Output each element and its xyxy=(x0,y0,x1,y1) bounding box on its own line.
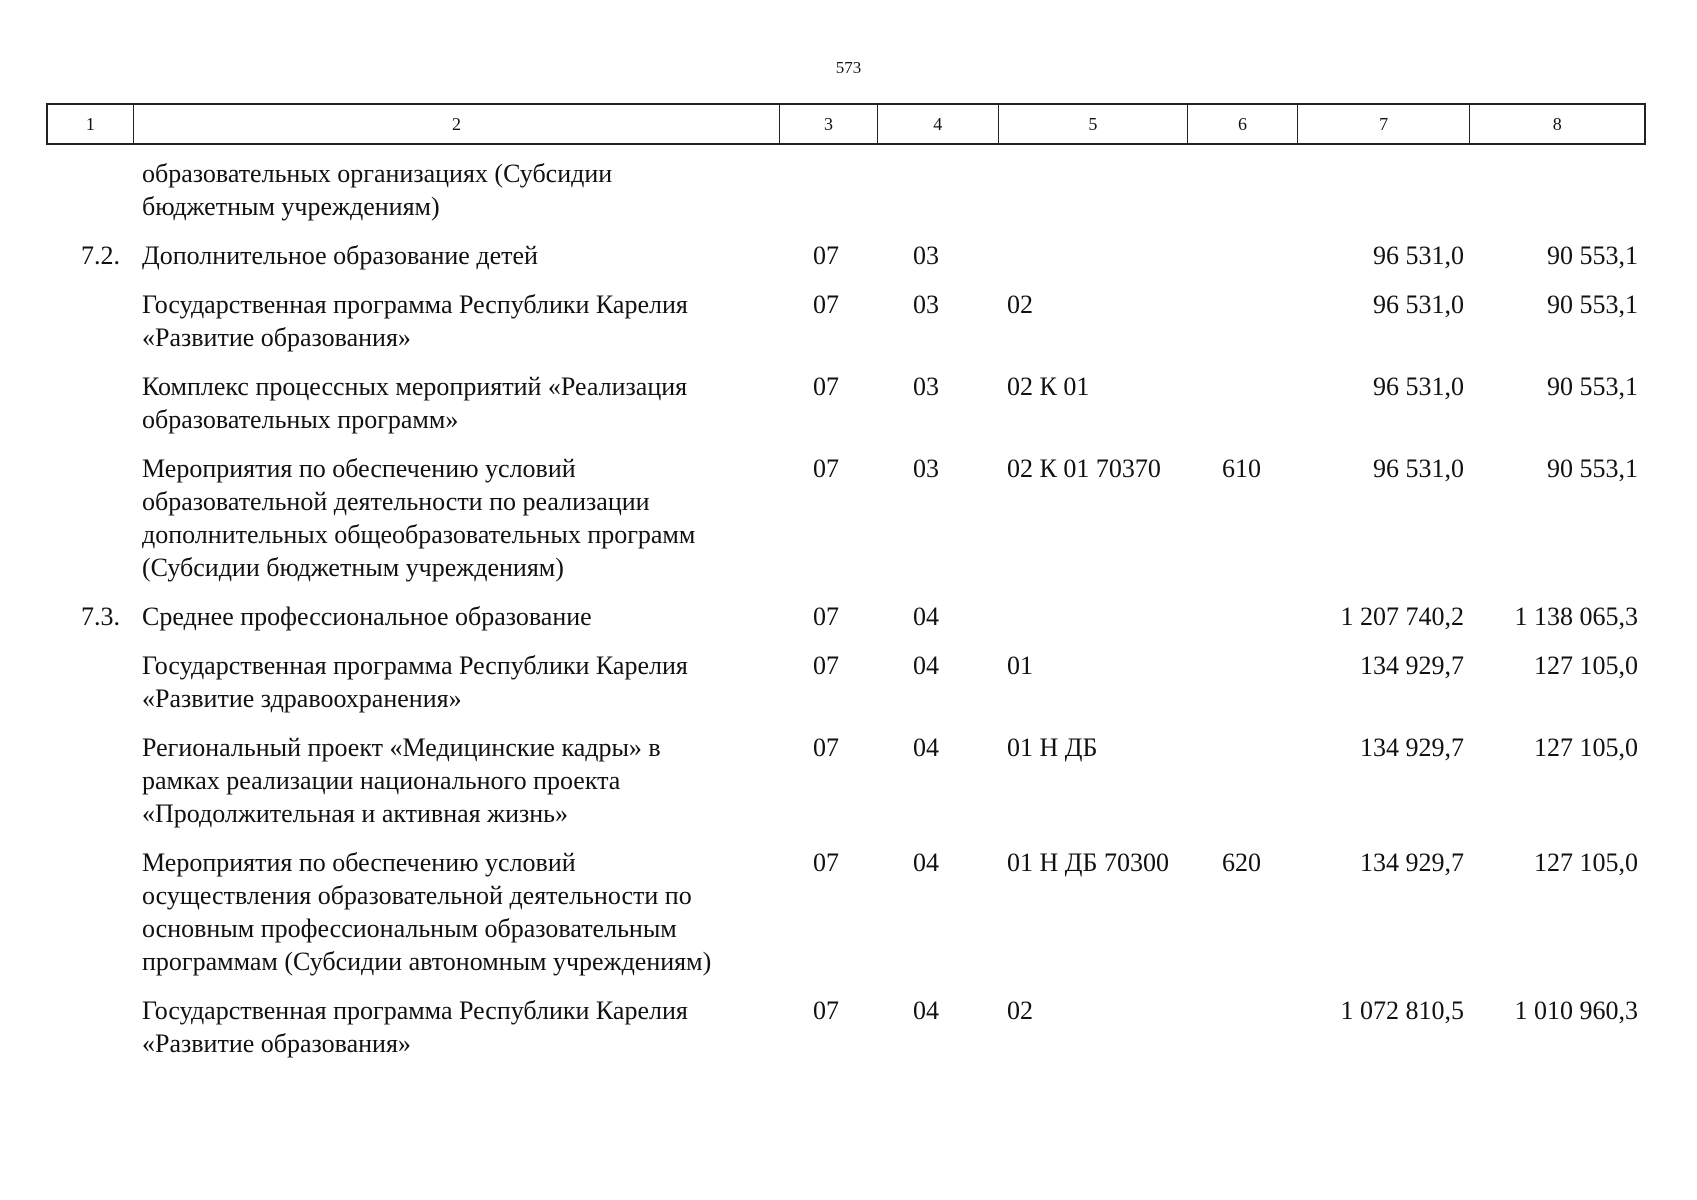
row-amount-col7: 96 531,0 xyxy=(1373,241,1464,270)
row-section: 07 xyxy=(813,372,839,401)
table-body xyxy=(46,145,1646,1060)
table-row xyxy=(46,452,1646,584)
row-section: 07 xyxy=(813,733,839,762)
row-expense-type xyxy=(1189,157,1299,223)
row-amount-col7: 134 929,7 xyxy=(1360,733,1464,762)
row-amount-col8: 1 010 960,3 xyxy=(1514,996,1638,1025)
row-expense-type xyxy=(1189,731,1299,830)
row-expense-type: 620 xyxy=(1222,848,1261,877)
page-number: 573 xyxy=(835,58,862,77)
row-target-article: 01 Н ДБ 70300 xyxy=(1007,848,1169,877)
row-subsection: 04 xyxy=(913,602,939,631)
row-amount-col8: 90 553,1 xyxy=(1547,241,1638,270)
row-amount-col7 xyxy=(1299,157,1472,223)
row-name: Региональный проект «Медицинские кадры» в рамках реализации национального проекта «Продолжительная и активная жизнь» xyxy=(142,733,661,828)
row-target-article: 02 xyxy=(1007,290,1033,319)
row-amount-col8: 90 553,1 xyxy=(1547,372,1638,401)
row-target-article: 02 К 01 70370 xyxy=(1007,454,1161,483)
row-amount-col7: 1 207 740,2 xyxy=(1340,602,1464,631)
header-col-1: 1 xyxy=(48,105,134,143)
row-subsection: 04 xyxy=(913,651,939,680)
table-row xyxy=(46,846,1646,978)
header-col-4: 4 xyxy=(878,105,999,143)
table-row xyxy=(46,649,1646,715)
row-section: 07 xyxy=(813,241,839,270)
table-row xyxy=(46,239,1646,272)
row-target-article: 01 xyxy=(1007,651,1033,680)
row-target-article xyxy=(999,239,1189,272)
row-section: 07 xyxy=(813,996,839,1025)
row-section: 07 xyxy=(813,290,839,319)
row-amount-col7: 96 531,0 xyxy=(1373,290,1464,319)
row-amount-col8: 1 138 065,3 xyxy=(1514,602,1638,631)
table-row xyxy=(46,157,1646,223)
row-number xyxy=(46,452,132,584)
table-row xyxy=(46,994,1646,1060)
row-name: Государственная программа Республики Карелия «Развитие образования» xyxy=(142,996,688,1058)
row-section: 07 xyxy=(813,651,839,680)
row-expense-type xyxy=(1189,288,1299,354)
row-name: образовательных организациях (Субсидии бюджетным учреждениям) xyxy=(142,159,613,221)
row-amount-col8: 90 553,1 xyxy=(1547,454,1638,483)
row-amount-col8 xyxy=(1472,157,1646,223)
row-name: Государственная программа Республики Карелия «Развитие образования» xyxy=(142,290,688,352)
row-number xyxy=(46,370,132,436)
row-amount-col7: 134 929,7 xyxy=(1360,651,1464,680)
row-name: Комплекс процессных мероприятий «Реализация образовательных программ» xyxy=(142,372,688,434)
row-subsection: 03 xyxy=(913,454,939,483)
header-col-7: 7 xyxy=(1298,105,1471,143)
row-amount-col7: 96 531,0 xyxy=(1373,372,1464,401)
row-amount-col7: 1 072 810,5 xyxy=(1340,996,1464,1025)
row-section: 07 xyxy=(813,602,839,631)
row-expense-type xyxy=(1189,239,1299,272)
row-number xyxy=(46,994,132,1060)
row-expense-type xyxy=(1189,994,1299,1060)
row-amount-col8: 127 105,0 xyxy=(1534,651,1638,680)
row-number xyxy=(46,846,132,978)
row-amount-col7: 134 929,7 xyxy=(1360,848,1464,877)
row-subsection: 03 xyxy=(913,372,939,401)
row-target-article: 02 xyxy=(1007,996,1033,1025)
row-subsection: 04 xyxy=(913,848,939,877)
table-header xyxy=(46,103,1646,145)
row-name: Дополнительное образование детей xyxy=(142,241,538,270)
row-expense-type xyxy=(1189,649,1299,715)
row-name: Мероприятия по обеспечению условий осуществления образовательной деятельности по основным профессиональным образовательным программам (Субсидии автономным учреждениям) xyxy=(142,848,712,976)
row-expense-type: 610 xyxy=(1222,454,1261,483)
row-subsection: 04 xyxy=(913,996,939,1025)
table-row xyxy=(46,288,1646,354)
row-target-article xyxy=(999,157,1189,223)
row-name: Среднее профессиональное образование xyxy=(142,602,592,631)
row-name: Мероприятия по обеспечению условий образовательной деятельности по реализации дополнительных общеобразовательных программ (Субсидии бюджетным учреждениям) xyxy=(142,454,696,582)
row-number xyxy=(46,649,132,715)
row-subsection: 03 xyxy=(913,290,939,319)
header-col-2: 2 xyxy=(134,105,780,143)
row-section: 07 xyxy=(813,848,839,877)
row-subsection xyxy=(878,157,999,223)
row-number xyxy=(46,288,132,354)
row-expense-type xyxy=(1189,370,1299,436)
budget-table xyxy=(46,103,1646,1076)
row-subsection: 04 xyxy=(913,733,939,762)
header-col-8: 8 xyxy=(1552,113,1562,134)
row-number: 7.3. xyxy=(81,602,120,631)
row-amount-col8: 127 105,0 xyxy=(1534,848,1638,877)
header-col-6: 6 xyxy=(1188,105,1298,143)
row-amount-col8: 90 553,1 xyxy=(1547,290,1638,319)
row-amount-col7: 96 531,0 xyxy=(1373,454,1464,483)
row-target-article: 02 К 01 xyxy=(1007,372,1090,401)
row-target-article xyxy=(999,600,1189,633)
row-section xyxy=(780,157,878,223)
header-col-5: 5 xyxy=(999,105,1189,143)
row-target-article: 01 Н ДБ xyxy=(1007,733,1098,762)
row-number: 7.2. xyxy=(81,241,120,270)
row-number xyxy=(46,731,132,830)
header-col-3: 3 xyxy=(780,105,878,143)
table-row xyxy=(46,600,1646,633)
table-row xyxy=(46,370,1646,436)
row-subsection: 03 xyxy=(913,241,939,270)
row-section: 07 xyxy=(813,454,839,483)
table-row xyxy=(46,731,1646,830)
row-amount-col8: 127 105,0 xyxy=(1534,733,1638,762)
row-expense-type xyxy=(1189,600,1299,633)
row-name: Государственная программа Республики Карелия «Развитие здравоохранения» xyxy=(142,651,688,713)
row-number xyxy=(46,157,132,223)
